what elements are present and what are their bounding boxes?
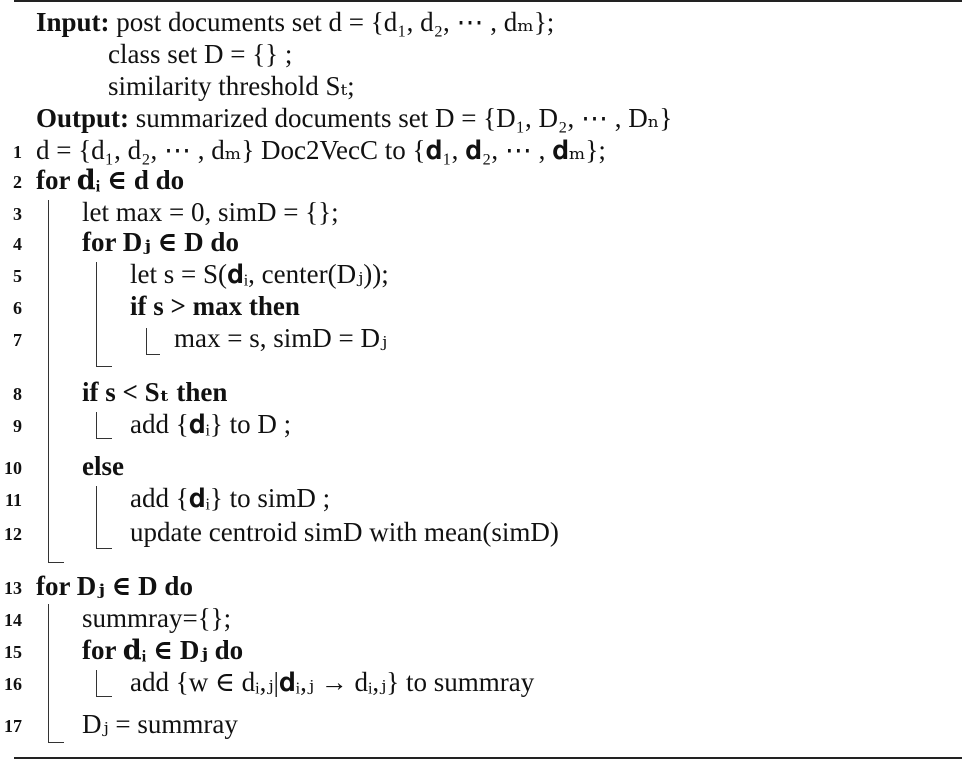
algorithm-line <box>0 258 964 290</box>
algorithm-line <box>0 164 964 196</box>
line-number: 7 <box>13 330 22 350</box>
line-text: if s < Sₜ then <box>82 377 228 407</box>
threshold-line <box>0 70 964 102</box>
algorithm-line <box>0 196 964 228</box>
line-text: for 𝐝ᵢ ∈ Dⱼ do <box>82 635 244 665</box>
input-line <box>0 6 964 38</box>
input-label: Input: <box>36 7 110 37</box>
line-text: let s = S(𝐝ᵢ, center(Dⱼ)); <box>130 259 389 289</box>
output-line <box>0 102 964 134</box>
line-text: d = {d₁, d₂, ⋯ , dₘ} Doc2VecC to {𝐝₁, 𝐝₂, ⋯ , 𝐝ₘ}; <box>36 135 606 165</box>
algorithm-line <box>0 450 964 482</box>
line-text: else <box>82 451 124 481</box>
block-bar-loop-3 <box>96 670 97 696</box>
algorithm-line <box>0 516 964 548</box>
block-foot-loop-1 <box>48 562 64 563</box>
algorithm-line <box>0 290 964 322</box>
top-rule <box>14 0 962 2</box>
line-text: Dⱼ = summray <box>82 709 238 739</box>
algorithm-line <box>0 322 964 354</box>
class-set-text: class set D = {} ; <box>108 39 293 69</box>
line-number: 2 <box>13 172 22 192</box>
line-number: 13 <box>4 578 22 598</box>
block-bar-if-max <box>146 328 147 354</box>
threshold-text: similarity threshold Sₜ; <box>108 71 355 101</box>
input-text: post documents set d = {d₁, d₂, ⋯ , dₘ}; <box>116 7 555 37</box>
algorithm-line <box>0 134 964 166</box>
line-text: add {𝐝ᵢ} to D ; <box>130 409 292 439</box>
line-number: 11 <box>4 490 22 510</box>
line-number: 5 <box>13 266 22 286</box>
block-bar-else <box>96 486 97 548</box>
bottom-rule <box>14 757 962 759</box>
line-number: 16 <box>4 674 22 694</box>
block-foot-else <box>96 548 112 549</box>
output-label: Output: <box>36 103 130 133</box>
algorithm-line <box>0 708 964 740</box>
line-number: 12 <box>4 524 22 544</box>
line-text: max = s, simD = Dⱼ <box>174 323 388 353</box>
line-text: let max = 0, simD = {}; <box>82 197 339 227</box>
block-foot-if-threshold <box>96 438 112 439</box>
block-bar-loop-1 <box>48 200 49 562</box>
line-number: 6 <box>13 298 22 318</box>
line-number: 9 <box>13 416 22 436</box>
algorithm-line <box>0 634 964 666</box>
line-number: 1 <box>13 142 22 162</box>
algorithm-line <box>0 226 964 258</box>
line-number: 8 <box>13 384 22 404</box>
line-text: add {w ∈ dᵢ,ⱼ|𝐝ᵢ,ⱼ → dᵢ,ⱼ} to summray <box>130 667 535 697</box>
algorithm-line <box>0 482 964 514</box>
block-foot-loop-2 <box>48 742 64 743</box>
algorithm-line <box>0 602 964 634</box>
algorithm-line <box>0 408 964 440</box>
line-text: if s > max then <box>130 291 300 321</box>
line-number: 14 <box>4 610 22 630</box>
class-set-line <box>0 38 964 70</box>
line-number: 10 <box>4 458 22 478</box>
line-number: 3 <box>13 204 22 224</box>
block-foot-inner-for <box>96 366 112 367</box>
algorithm-line <box>0 376 964 408</box>
line-text: summray={}; <box>82 603 232 633</box>
line-text: add {𝐝ᵢ} to simD ; <box>130 483 331 513</box>
algorithm-line <box>0 666 964 698</box>
block-bar-inner-for <box>96 262 97 366</box>
block-foot-if-max <box>146 354 160 355</box>
line-number: 15 <box>4 642 22 662</box>
line-text: update centroid simD with mean(simD) <box>130 517 559 547</box>
block-bar-loop-2 <box>48 604 49 742</box>
line-text: for Dⱼ ∈ D do <box>82 227 239 257</box>
line-number: 17 <box>4 716 22 736</box>
block-bar-if-threshold <box>96 412 97 438</box>
algorithm-line <box>0 570 964 602</box>
block-foot-loop-3 <box>96 696 112 697</box>
line-text: for 𝐝ᵢ ∈ d do <box>36 165 185 195</box>
line-number: 4 <box>13 234 22 254</box>
output-text: summarized documents set D = {D₁, D₂, ⋯ , Dₙ} <box>135 103 673 133</box>
line-text: for Dⱼ ∈ D do <box>36 571 193 601</box>
